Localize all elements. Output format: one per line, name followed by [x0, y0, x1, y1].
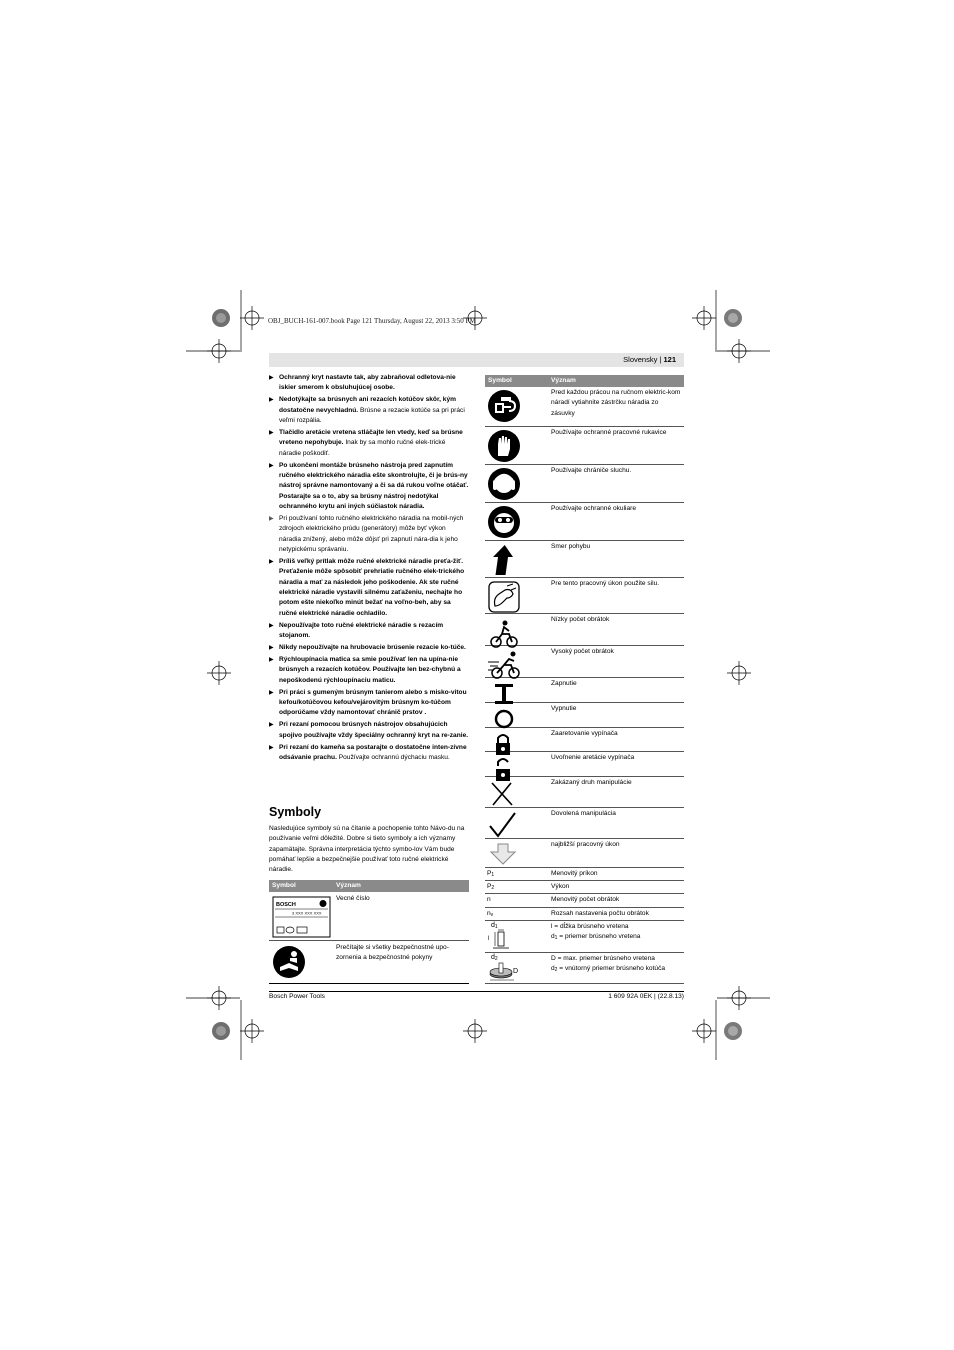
symbol-text: $P_1$ [487, 870, 495, 878]
meaning-text: Výkon [551, 883, 570, 890]
meaning-text: Vysoký počet obrátok [551, 648, 614, 655]
table-row [485, 465, 684, 503]
bullet-item [269, 428, 469, 459]
bullet-bold-text: Nedotýkajte sa brúsnych ani rezacích kotúčov skôr, kým dostatočne nevychladnú. [279, 396, 457, 414]
bullet-bold-text: Rýchloupínacia matica sa smie používať len na upína-nie brúsnych a rezacích kotúčov. Používajte len bez-chybnú a nepoškodenú rýchloupínaciu maticu. [279, 656, 461, 684]
bullet-item [269, 688, 469, 719]
page-header: Slovensky | 121 [269, 353, 684, 367]
bullet-text: Používajte ochrannú dýchaciu masku. [336, 754, 450, 762]
meaning-text: najbližší pracovný úkon [551, 841, 620, 848]
bullet-text: Inak by sa mohlo ručné elek-trické náradie poškodiť. [279, 439, 446, 457]
bullet-arrow-icon: ▶ [269, 375, 274, 381]
bullet-arrow-icon: ▶ [269, 397, 274, 404]
meaning-text: Používajte ochranné pracovné rukavice [551, 429, 667, 436]
nameplate-brand: BOSCH [276, 902, 296, 908]
table-row [485, 921, 684, 953]
bullet-text: Pri používaní tohto ručného elektrického náradia na mobil-ných zdrojoch elektrického prúdu (generátory) môže byť výkon náradia znížený, alebo môže dôjsť pri zapnutí nára-dia k jeho netypickému správaniu. [279, 515, 464, 553]
meaning-text: Uvoľnenie aretácie vypínača [551, 754, 635, 761]
meaning-text: Dovolená manipulácia [551, 810, 616, 817]
meaning-text: Vecné číslo [336, 895, 370, 902]
safety-bullets [269, 373, 469, 765]
table-row [269, 892, 469, 941]
table-header [485, 375, 684, 387]
table-row [485, 678, 684, 703]
ear-protection-icon [487, 467, 521, 506]
bullet-arrow-icon: ▶ [269, 559, 274, 566]
bullet-arrow-icon: ▶ [269, 657, 274, 664]
bullet-item [269, 395, 469, 426]
meaning-text: l = dĺžka brúsneho vretena $d_1$ = priemer brúsneho vretena [551, 923, 641, 942]
meaning-text: Pre tento pracovný úkon použite silu. [551, 580, 660, 587]
symbol-text: $P_2$ [487, 883, 495, 891]
table-row [485, 881, 684, 894]
table-row [485, 894, 684, 908]
arrow-up-icon [487, 543, 521, 582]
table-row [485, 503, 684, 541]
bullet-item [269, 643, 469, 653]
table-row [485, 578, 684, 614]
meaning-text: Menovitý počet obrátok [551, 896, 620, 903]
nameplate-code: 3 XXX XXX XXX [292, 910, 322, 916]
bullet-arrow-icon: ▶ [269, 516, 274, 523]
section-title: Symboly [269, 805, 322, 819]
table-row [485, 839, 684, 868]
bullet-bold-text: Pri rezaní pomocou brúsnych nástrojov obsahujúcich spojivo používajte vždy špeciálny ochranný kryt na re-zanie. [279, 721, 469, 739]
bullet-item [269, 621, 469, 642]
bullet-item [269, 743, 469, 764]
footer-docnumber: 1 609 92A 0EK | (22.8.13) [608, 993, 684, 1000]
symbols-table-right [485, 375, 684, 984]
table-row [485, 387, 684, 427]
bullet-bold-text: Po ukončení montáže brúsneho nástroja pred zapnutím ručného elektrického náradia ešte skontrolujte, či je brús-ny nástroj správne namontovaný a či sa dá rukou voľne otáčať. Postarajte sa o to, aby sa brúsny nástroj nedotýkal ochranného krytu ani iných súčiastok náradia. [279, 461, 469, 510]
table-row [485, 953, 684, 984]
table-row [269, 941, 469, 984]
meaning-text: Zapnutie [551, 680, 577, 687]
book-meta-line: OBJ_BUCH-161-007.book Page 121 Thursday, August 22, 2013 3:50 PM [268, 317, 476, 325]
meaning-text: Pred každou prácou na ručnom elektric-kom náradí vytiahnite zástrčku náradia zo zásuvky [551, 389, 681, 417]
table-row [485, 868, 684, 881]
meaning-text: Rozsah nastavenia počtu obrátok [551, 910, 649, 917]
meaning-text: Smer pohybu [551, 543, 591, 550]
header-meaning: Význam [551, 377, 576, 384]
bullet-item [269, 557, 469, 619]
diagram-label-l: l [488, 936, 490, 942]
meaning-text: Nízky počet obrátok [551, 616, 610, 623]
spindle-icon [487, 922, 521, 957]
table-header [269, 880, 469, 892]
bullet-arrow-icon: ▶ [269, 722, 274, 729]
table-row [485, 427, 684, 465]
footer-rule [269, 991, 684, 992]
unplug-icon [487, 389, 521, 428]
header-meaning: Význam [336, 882, 361, 889]
gloves-icon [487, 429, 521, 468]
bullet-arrow-icon: ▶ [269, 645, 274, 651]
nameplate-icon [272, 896, 332, 938]
bullet-bold-text: Nikdy nepoužívajte na hrubovacie brúsenie rezacie ko-túče. [279, 644, 466, 651]
diagram-label: $d_1$ [491, 922, 498, 930]
diagram-label: $d_2$ [491, 954, 498, 962]
bullet-item [269, 373, 469, 394]
bullet-bold-text: Pri rezaní do kameňa sa postarajte o dostatočne inten-zívne odsávanie prachu. [279, 743, 467, 762]
bullet-bold-text: Pri práci s gumeným brúsnym tanierom alebo s misko-vitou kefou/kotúčovou kefou/vejárovitým brúsnym ko-túčom odporúčame vždy namontovať chránič prstov . [279, 688, 467, 717]
table-row [485, 777, 684, 808]
header-language: Slovensky [623, 355, 658, 364]
meaning-text: Menovitý príkon [551, 870, 598, 877]
bullet-item [269, 461, 469, 512]
bullet-arrow-icon: ▶ [269, 430, 274, 437]
header-symbol: Symbol [272, 882, 296, 889]
symbols-table-left [269, 880, 469, 984]
bullet-arrow-icon: ▶ [269, 622, 274, 629]
meaning-text: Používajte ochranné okuliare [551, 505, 637, 512]
bullet-bold-text: Ochranný kryt nastavte tak, aby zabraňoval odletova-nie iskier smerom k obsluhujúcej osobe. [279, 374, 456, 392]
read-manual-icon [272, 945, 306, 979]
table-row [485, 703, 684, 728]
table-row [485, 614, 684, 646]
table-row [485, 908, 684, 921]
bullet-arrow-icon: ▶ [269, 689, 274, 696]
footer-brand: Bosch Power Tools [269, 993, 325, 1000]
table-row [485, 541, 684, 578]
table-row [485, 646, 684, 678]
bullet-arrow-icon: ▶ [269, 462, 274, 469]
symbol-text: $n_v$ [487, 910, 494, 918]
meaning-text: Prečítajte si všetky bezpečnostné upo-zornenia a bezpečnostné pokyny [336, 944, 449, 962]
bullet-text: Brúsne a rezacie kotúče sa pri práci veľmi rozpália. [279, 406, 465, 424]
meaning-text: D = max. priemer brúsneho vretena $d_2$ = vnútorný priemer brúsneho kotúča [551, 955, 666, 974]
table-row [485, 728, 684, 752]
meaning-text: Zakázaný druh manipulácie [551, 779, 632, 786]
table-row [485, 752, 684, 777]
table-row [485, 808, 684, 839]
meaning-text: Zaaretovanie vypínača [551, 730, 618, 737]
symbol-text: n [487, 896, 491, 903]
bullet-bold-text: Príliš veľký prítlak môže ručné elektrické náradie preťa-žiť. Preťaženie môže spôsobiť prehriatie ručného elek-trického náradia a mať za následok jeho poškodenie. Ak ste ručné elektrické náradie vystavili silnému zaťaženiu, nechajte ho potom ešte niekoľko minút bežať na voľno-beh, aby sa ručné elektrické náradie ochladilo. [279, 558, 465, 617]
section-intro: Nasledujúce symboly sú na čítanie a pochopenie tohto Návo-du na používanie veľmi dôležité. Dobre si tieto symboly a ich významy zapamätajte. Správna interpretácia týchto symbo-lov Vám bude pomáhať lepšie a bezpečnejšie používať toto ručné elektrické náradie. [269, 825, 465, 874]
bullet-item [269, 720, 469, 741]
bullet-bold-text: Nepoužívajte toto ručné elektrické náradie s rezacím stojanom. [279, 621, 444, 639]
page-number: 121 [663, 355, 676, 364]
bullet-item [269, 514, 469, 555]
disc-icon [487, 954, 521, 989]
header-symbol: Symbol [488, 377, 512, 384]
bullet-item [269, 655, 469, 686]
goggles-icon [487, 505, 521, 544]
bullet-bold-text: Tlačidlo aretácie vretena stláčajte len vtedy, keď sa brúsne vreteno nepohybuje. [279, 429, 463, 447]
meaning-text: Používajte chrániče sluchu. [551, 467, 632, 474]
diagram-label-D: D [513, 968, 519, 975]
bullet-arrow-icon: ▶ [269, 744, 274, 751]
meaning-text: Vypnutie [551, 705, 577, 712]
